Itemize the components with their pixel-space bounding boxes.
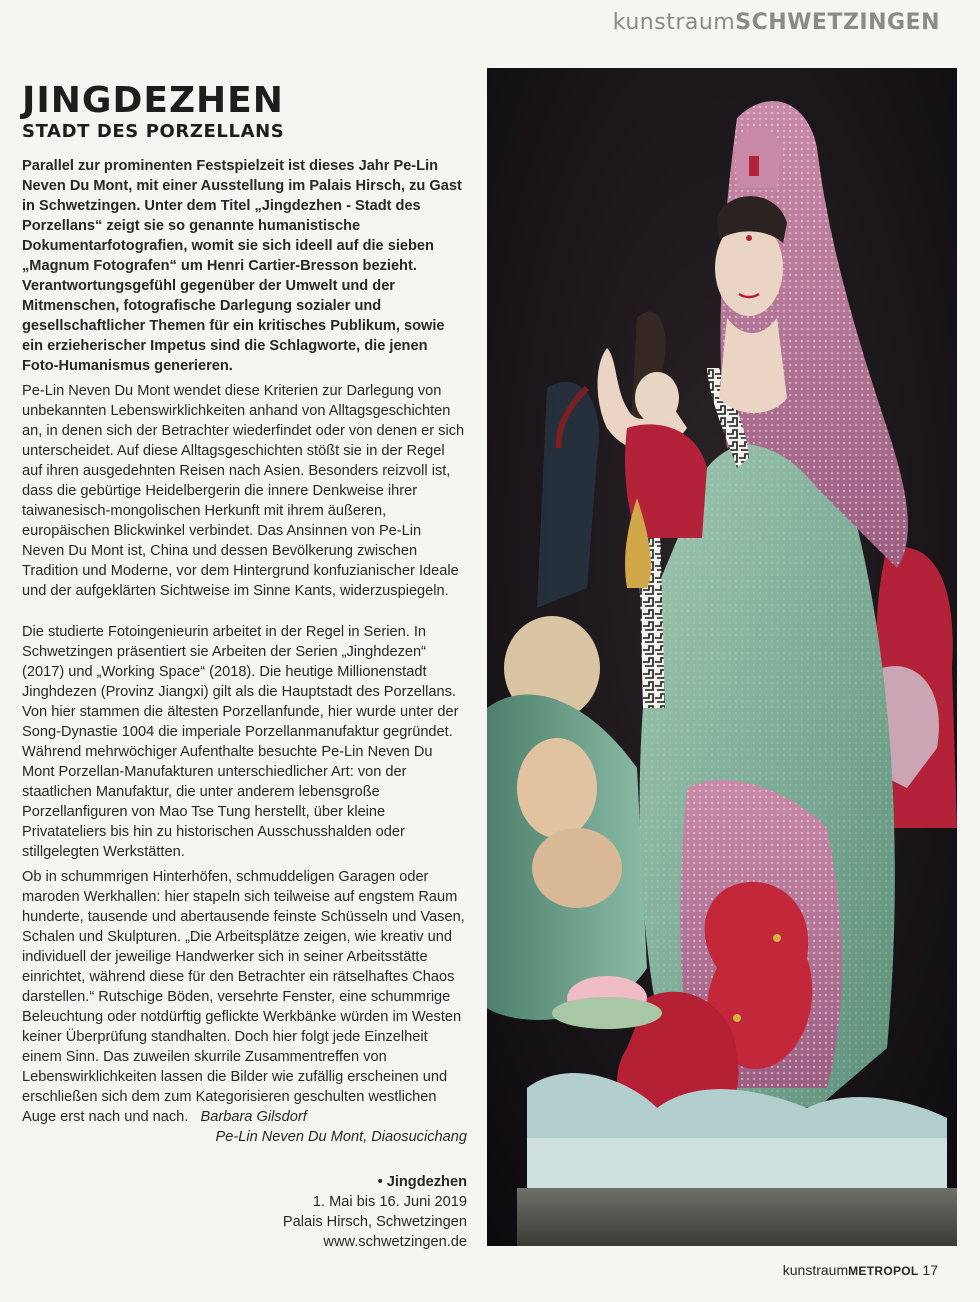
event-name: • Jingdezhen <box>377 1174 467 1190</box>
article-paragraph-3 <box>22 867 467 1127</box>
event-venue: Palais Hirsch, Schwetzingen <box>282 1214 467 1230</box>
author-signature: Barbara Gilsdorf <box>200 1109 307 1125</box>
masthead-prefix: kunstraum <box>612 10 736 35</box>
paragraph-text <box>22 867 467 1127</box>
page-number: 17 <box>922 1262 938 1278</box>
paragraph-text: Die studierte Fotoingenieurin arbeitet in der Regel in Serien. In Schwetzingen präsentiert sie Arbeiten der Serien „Jinghdezen“ (2017) und „Working Space“ (2018). Die heutige Millionenstadt Jinghdezen (Provinz Jiangxi) gilt als die Hauptstadt des Porzellans. Von hier stammen die ältesten Porzellanfunde, hier wurde unter der Song-Dynastie 1004 die imperiale Porzellanmanufaktur gegründet. Während mehrwöchiger Aufenthalte besuchte Pe-Lin Neven Du Mont Porzellan-Manufakturen unterschiedlicher Art: von der staatlichen Manufaktur, die unter anderem lebensgroße Porzellanfiguren von Mao Tse Tung herstellt, über kleine Privatateliers bis hin zu historischen Ausschusshalden oder stillgelegten Werkstätten. <box>22 624 459 860</box>
article-paragraph-1 <box>22 381 467 601</box>
footer-brand: METROPOL <box>848 1264 919 1278</box>
lead-text: Parallel zur prominenten Festspielzeit ist dieses Jahr Pe-Lin Neven Du Mont, mit einer Ausstellung im Palais Hirsch, zu Gast in Schwetzingen. Unter dem Titel „Jingdezhen - Stadt des Porzellans“ zeigt sie so genannte humanistische Dokumentarfotografien, womit sie sich ideell auf die sieben „Magnum Fotografen“ um Henri Cartier-Bresson bezieht. Verantwortungsgefühl gegenüber der Umwelt und der Mitmenschen, fotografische Darlegung sozialer und gesellschaftlicher Themen für ein kritisches Publikum, sowie ein erzieherischer Impetus sind die Schlagworte, die jenen Foto-Humanismus generieren. <box>22 158 462 374</box>
article-lead <box>22 156 467 376</box>
masthead-brand: SCHWETZINGEN <box>735 10 940 35</box>
page-footer <box>783 1262 938 1278</box>
article-paragraph-2 <box>22 622 467 862</box>
masthead <box>613 10 940 35</box>
event-info <box>283 1172 467 1252</box>
photo-caption: Pe-Lin Neven Du Mont, Diaosucichang <box>215 1129 467 1145</box>
paragraph-3-text: Ob in schummrigen Hinterhöfen, schmuddeligen Garagen oder maroden Werkhallen: hier stapeln sich teilweise auf engstem Raum hunderte, tausende und abertausende feinste Schüsseln und Vasen, Schalen und Skulpturen. „Die Arbeitsplätze zeigen, wie kreativ und individuell der jeweilige Handwerker sich in seiner Arbeitsstätte einrichtet, während diese für den Betrachter ein rätselhaftes Chaos darstellen.“ Rutschige Böden, versehrte Fenster, eine schummrige Beleuchtung oder notdürftig geflickte Werkbänke würden im Westen keiner Überprüfung standhalten. Doch hier folgt jede Einzelheit einem Sinn. Das zuweilen skurrile Zusammentreffen von Lebenswirklichkeiten lassen die Bilder wie zufällig erscheinen und erschließen sich dem zum Kategorisieren geschulten westlichen Auge erst nach und nach. <box>22 869 465 1125</box>
article-subtitle: STADT DES PORZELLANS <box>22 121 285 142</box>
event-url[interactable]: www.schwetzingen.de <box>323 1234 467 1250</box>
paragraph-text: Pe-Lin Neven Du Mont wendet diese Kriterien zur Darlegung von unbekannten Lebenswirklichkeiten anhand von Alltagsgeschichten an, in denen sich der Betrachter wiederfindet oder von denen er sich unterscheidet. Auf diese Alltagsgeschichten stößt sie in der Regel auf ihren ausgedehnten Reisen nach Asien. Besonders reizvoll ist, dass die gebürtige Heidelbergerin die innere Denkweise ihrer taiwanesisch-mongolischen Herkunft mit ihrem äußeren, europäischen Blickwinkel verbindet. Das Ansinnen von Pe-Lin Neven Du Mont ist, China und dessen Bevölkerung zwischen Tradition und Moderne, vor dem Hintergrund konfuzianischer Ideale und der aufgeklärten Sichtweise im Sinne Kants, widerzuspiegeln. <box>22 383 465 599</box>
event-dates: 1. Mai bis 16. Juni 2019 <box>312 1194 467 1210</box>
article-title: JINGDEZHEN <box>22 80 284 121</box>
porcelain-statue-photo <box>487 68 957 1246</box>
porcelain-statue-illustration <box>487 68 957 1246</box>
footer-prefix: kunstraum <box>782 1262 849 1278</box>
